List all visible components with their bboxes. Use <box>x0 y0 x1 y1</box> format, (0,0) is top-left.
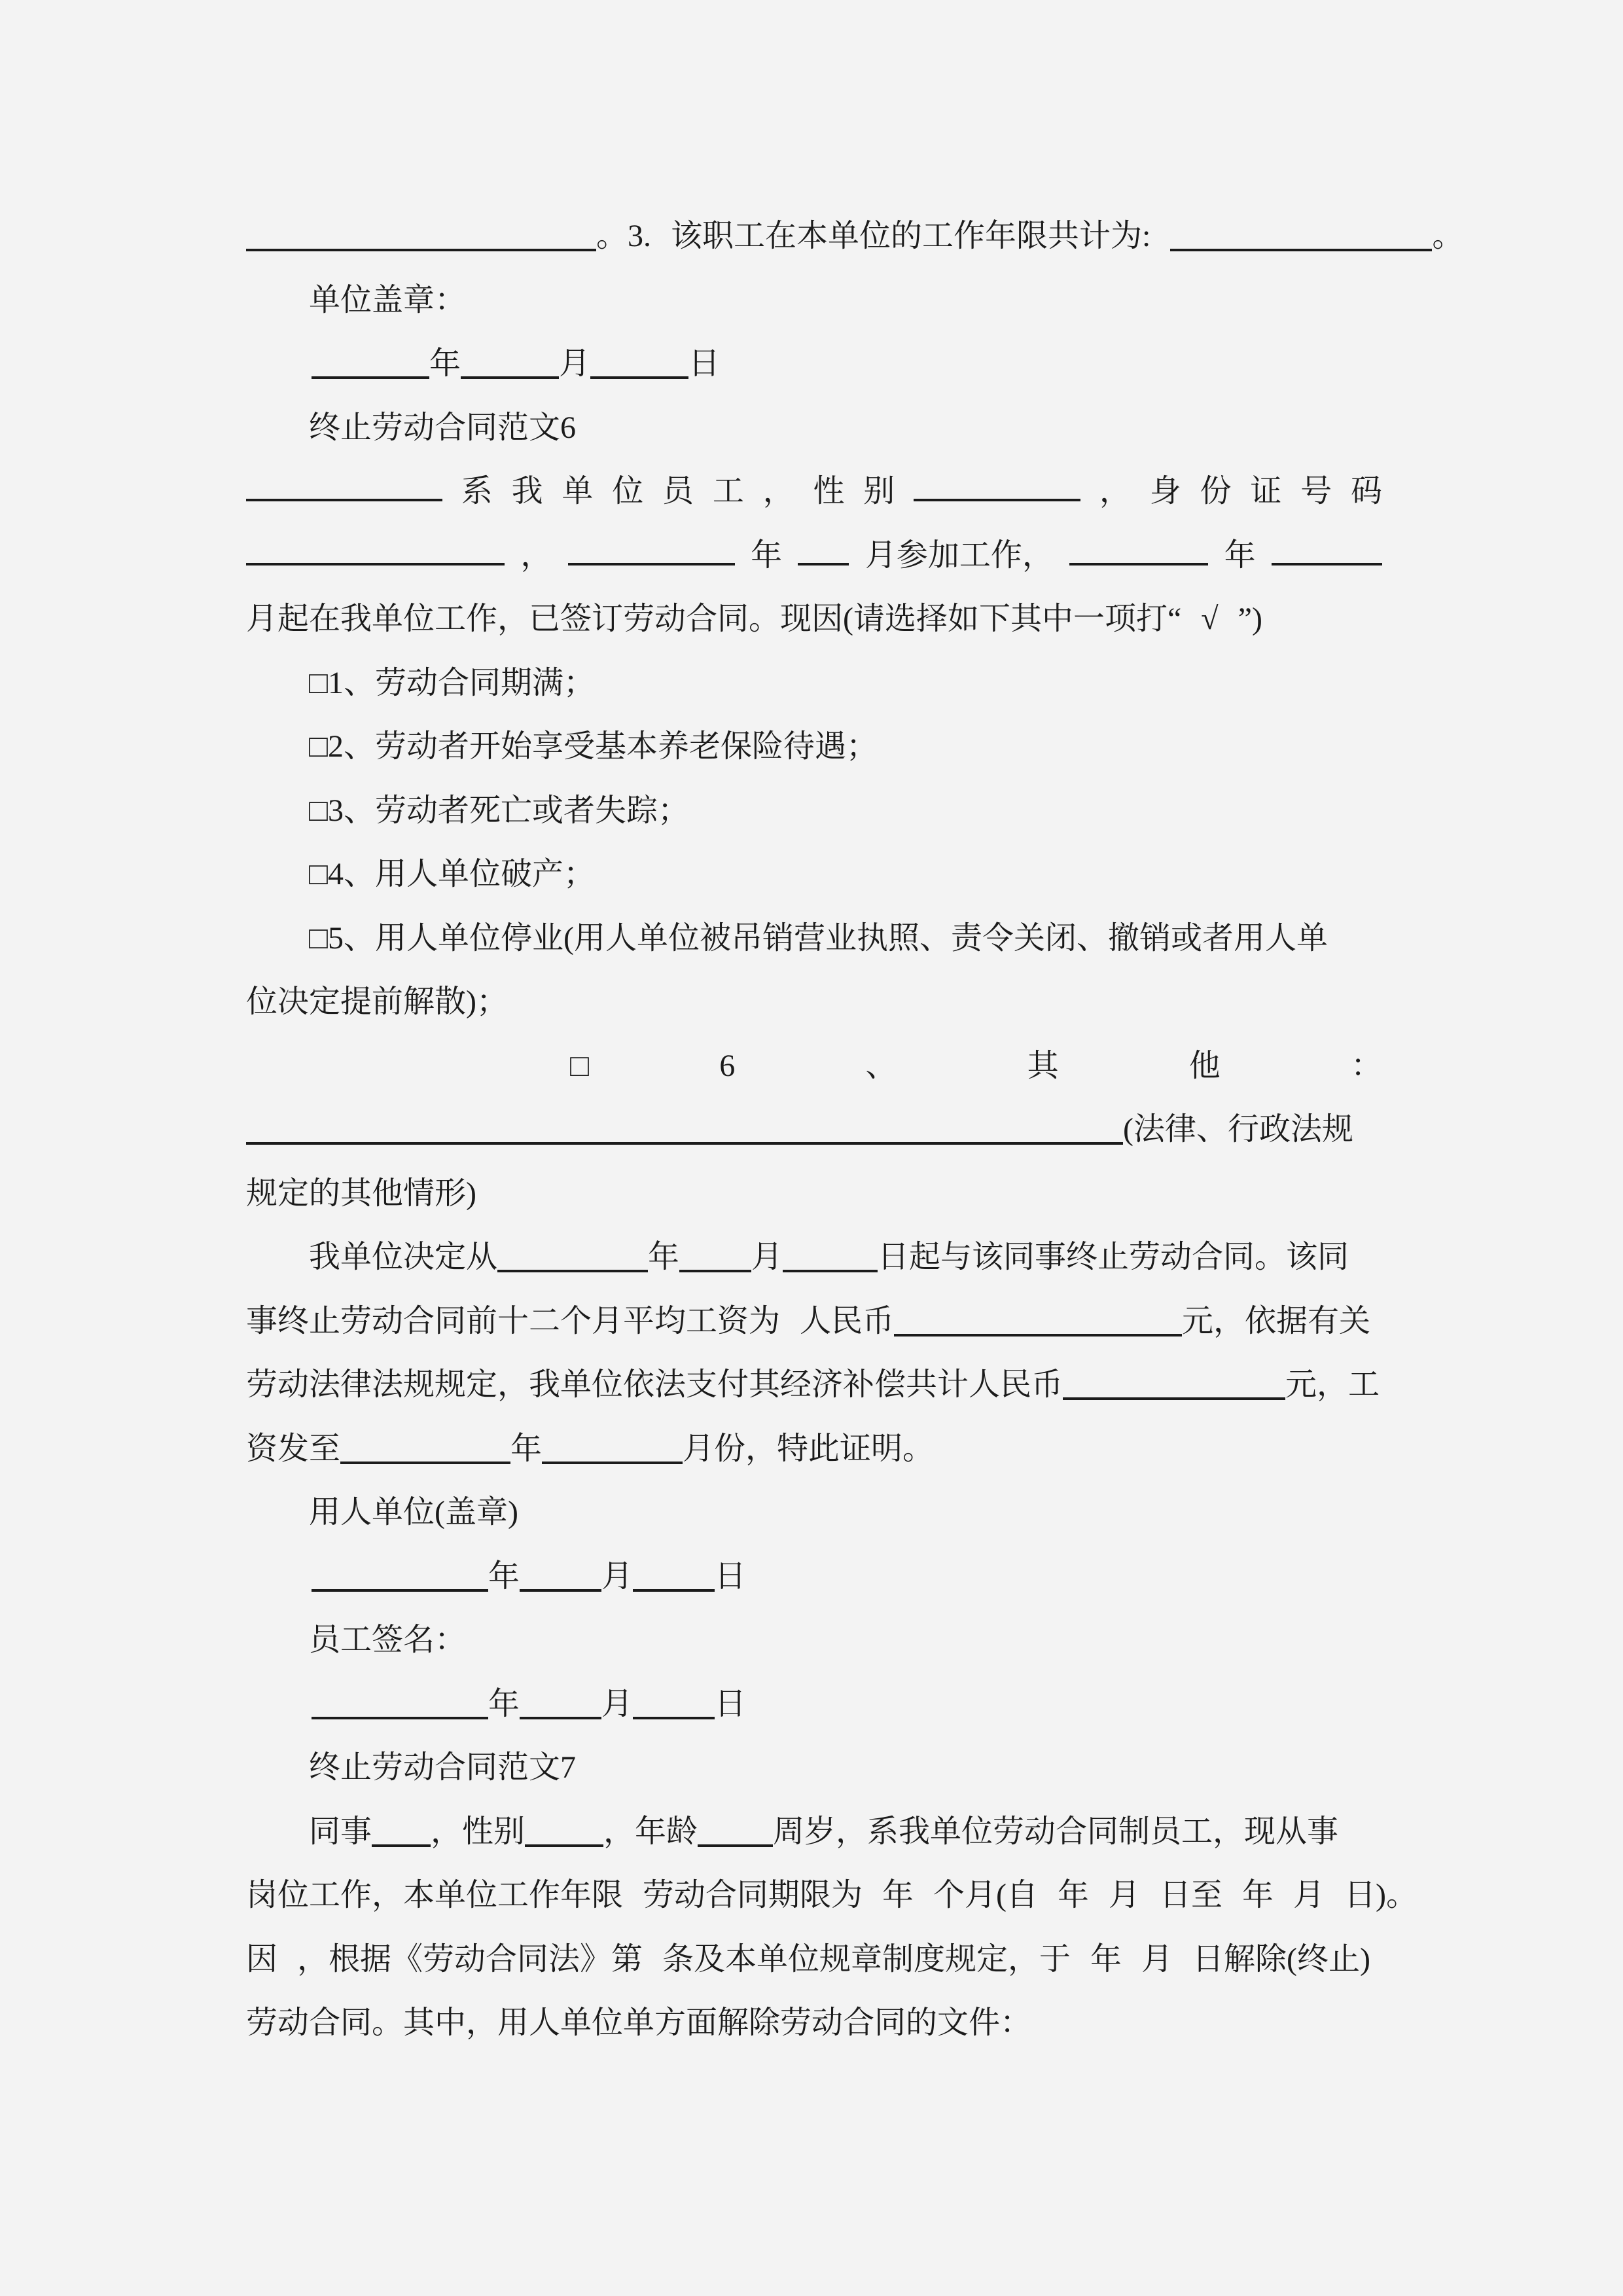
text-run: 证 <box>1250 474 1282 509</box>
text-run: 终止劳动合同范文6 <box>309 410 577 445</box>
text-run: ： <box>1350 1048 1382 1083</box>
text-run: 系 <box>461 474 493 509</box>
line-work-years-total <box>246 204 1464 268</box>
fill-in-blank[interactable] <box>1063 1397 1285 1400</box>
fill-in-blank[interactable] <box>894 1334 1182 1336</box>
fill-in-blank[interactable] <box>312 1589 488 1592</box>
fill-in-blank[interactable] <box>312 1717 488 1719</box>
text-run: 位决定提前解散)； <box>246 984 508 1019</box>
text-run: 员工签名： <box>309 1623 467 1657</box>
text-run: ，年龄 <box>603 1814 698 1849</box>
text-run: 月参加工作， <box>865 537 1054 573</box>
text-run: 身 <box>1149 474 1181 509</box>
line-legal-continuation <box>246 1162 1382 1226</box>
text-run: 工 <box>712 474 744 509</box>
checkbox-icon[interactable]: □ <box>309 793 328 828</box>
text-run: 因 ，根据《劳动合同法》第 条及本单位规章制度规定，于 年 月 日解除(终止) <box>246 1941 1370 1977</box>
text-run: 年 <box>488 1686 520 1721</box>
line-employer-seal <box>309 1480 1382 1545</box>
checkbox-icon[interactable]: □ <box>309 665 328 700</box>
text-run: 其 <box>1027 1048 1059 1083</box>
line-termination-decision <box>309 1225 1382 1289</box>
text-run: 年 <box>751 537 783 573</box>
fill-in-blank[interactable] <box>246 249 596 251</box>
fill-in-blank[interactable] <box>372 1844 431 1847</box>
text-run: 5、用人单位停业(用人单位被吊销营业执照、责令关闭、撤销或者用人单 <box>328 920 1328 956</box>
text-run: 周岁，系我单位劳动合同制员工，现从事 <box>773 1814 1339 1849</box>
text-run: 性 <box>813 474 845 509</box>
text-run: 月 <box>601 1558 633 1594</box>
text-run: 日 <box>715 1686 747 1721</box>
line-colleague-info <box>309 1800 1382 1864</box>
text-run: ， <box>1099 474 1131 509</box>
checkbox-icon[interactable]: □ <box>309 857 328 891</box>
section-title-sample-7 <box>309 1736 1382 1800</box>
text-run: 月 <box>751 1240 783 1274</box>
fill-in-blank[interactable] <box>525 1844 603 1847</box>
line-item5-continuation <box>246 970 1382 1034</box>
fill-in-blank[interactable] <box>497 1270 648 1272</box>
text-run: 位 <box>612 474 644 509</box>
checkbox-icon[interactable]: □ <box>309 920 328 956</box>
text-run: 月 <box>559 346 591 381</box>
text-run: 、 <box>865 1048 897 1083</box>
section-title-sample-6 <box>309 396 1382 460</box>
text-run: 单 <box>562 474 594 509</box>
line-employee-signature <box>309 1608 1382 1672</box>
fill-in-blank[interactable] <box>520 1717 601 1719</box>
text-run: 日 <box>688 346 721 381</box>
text-run: 我单位决定从 <box>309 1240 498 1274</box>
text-run: 码 <box>1350 474 1382 509</box>
checkbox-item-6-other <box>570 1034 1382 1098</box>
fill-in-blank[interactable] <box>568 563 735 565</box>
text-run: 月起在我单位工作，已签订劳动合同。现因(请选择如下其中一项打“ √ ”) <box>246 601 1262 636</box>
checkbox-item-2 <box>309 715 1382 779</box>
line-date-blank <box>312 1545 1382 1609</box>
text-run: 年 <box>1224 537 1256 573</box>
text-run: 员 <box>662 474 694 509</box>
text-run: 月份，特此证明。 <box>683 1431 935 1466</box>
text-run: 岗位工作，本单位工作年限 劳动合同期限为 年 个月(自 年 月 日至 年 月 日)。 <box>246 1878 1418 1912</box>
fill-in-blank[interactable] <box>798 563 849 565</box>
text-run: 3、劳动者死亡或者失踪； <box>328 793 690 828</box>
fill-in-blank[interactable] <box>542 1462 683 1464</box>
text-run: 元，工 <box>1285 1367 1380 1402</box>
fill-in-blank[interactable] <box>633 1589 715 1592</box>
text-run: 日 <box>715 1558 747 1594</box>
fill-in-blank[interactable] <box>783 1270 878 1272</box>
line-wage-paid-until <box>246 1417 1382 1481</box>
text-run: 我 <box>511 474 543 509</box>
text-run: 1、劳动合同期满； <box>328 665 596 700</box>
text-run: 年 <box>510 1431 543 1466</box>
line-date-blank <box>312 1672 1382 1736</box>
text-run: 他 <box>1188 1048 1221 1083</box>
line-unit-seal <box>309 268 1382 332</box>
text-run: ， <box>520 537 552 573</box>
text-run: 号 <box>1300 474 1332 509</box>
text-run: 6 <box>719 1048 736 1083</box>
checkbox-item-3 <box>309 779 1382 843</box>
line-compensation <box>246 1353 1382 1417</box>
text-run: (法律、行政法规 <box>1123 1112 1353 1147</box>
text-run: 月 <box>601 1686 633 1721</box>
fill-in-blank[interactable] <box>520 1589 601 1592</box>
text-run: 。 <box>1432 219 1464 253</box>
fill-in-blank[interactable] <box>340 1462 510 1464</box>
fill-in-blank[interactable] <box>461 376 559 379</box>
line-work-start-reason <box>246 587 1382 651</box>
fill-in-blank[interactable] <box>312 376 429 379</box>
line-employee-info <box>246 459 1382 524</box>
line-unilateral-termination-docs <box>246 1991 1382 2055</box>
text-run: 元，依据有关 <box>1182 1303 1371 1338</box>
fill-in-blank[interactable] <box>246 1142 1123 1145</box>
line-average-wage <box>246 1289 1382 1354</box>
fill-in-blank[interactable] <box>1069 563 1208 565</box>
text-run: 劳动法律法规规定，我单位依法支付其经济补偿共计人民币 <box>246 1367 1063 1402</box>
text-run: 规定的其他情形) <box>246 1175 476 1211</box>
checkbox-item-1 <box>309 651 1382 715</box>
text-run: 日起与该同事终止劳动合同。该同 <box>878 1240 1349 1274</box>
fill-in-blank[interactable] <box>698 1844 773 1847</box>
line-position-term <box>246 1863 1418 1928</box>
line-date-blank <box>312 332 1382 396</box>
text-run: ， <box>762 474 794 509</box>
fill-in-blank[interactable] <box>246 499 442 501</box>
text-run: 用人单位(盖章) <box>309 1495 518 1530</box>
fill-in-blank[interactable] <box>1272 563 1382 565</box>
text-run: 年 <box>488 1558 520 1594</box>
text-run: 。3. 该职工在本单位的工作年限共计为: <box>596 219 1171 253</box>
text-run: 份 <box>1200 474 1232 509</box>
checkbox-item-5 <box>309 906 1382 971</box>
fill-in-blank[interactable] <box>679 1270 751 1272</box>
fill-in-blank[interactable] <box>633 1717 715 1719</box>
fill-in-blank[interactable] <box>590 376 688 379</box>
checkbox-item-4 <box>309 842 1382 906</box>
fill-in-blank[interactable] <box>914 499 1080 501</box>
text-run: 劳动合同。其中，用人单位单方面解除劳动合同的文件： <box>246 2005 1032 2040</box>
fill-in-blank[interactable] <box>1170 249 1432 251</box>
line-other-blank-legal <box>246 1098 1382 1162</box>
text-run: 同事 <box>309 1814 372 1849</box>
line-id-and-dates <box>246 524 1382 588</box>
text-run: 年 <box>648 1240 680 1274</box>
text-run: 资发至 <box>246 1431 341 1466</box>
text-run: 别 <box>863 474 895 509</box>
text-run: 单位盖章： <box>309 282 467 317</box>
fill-in-blank[interactable] <box>246 563 505 565</box>
checkbox-icon[interactable]: □ <box>309 729 328 764</box>
text-run: ，性别 <box>431 1814 526 1849</box>
checkbox-icon[interactable]: □ <box>570 1048 589 1083</box>
text-run: 事终止劳动合同前十二个月平均工资为 人民币 <box>246 1303 895 1338</box>
text-run: 2、劳动者开始享受基本养老保险待遇； <box>328 729 878 764</box>
text-run: 终止劳动合同范文7 <box>309 1750 577 1785</box>
text-run: 4、用人单位破产； <box>328 857 596 891</box>
line-law-basis <box>246 1928 1382 1992</box>
text-run: 年 <box>429 346 461 381</box>
